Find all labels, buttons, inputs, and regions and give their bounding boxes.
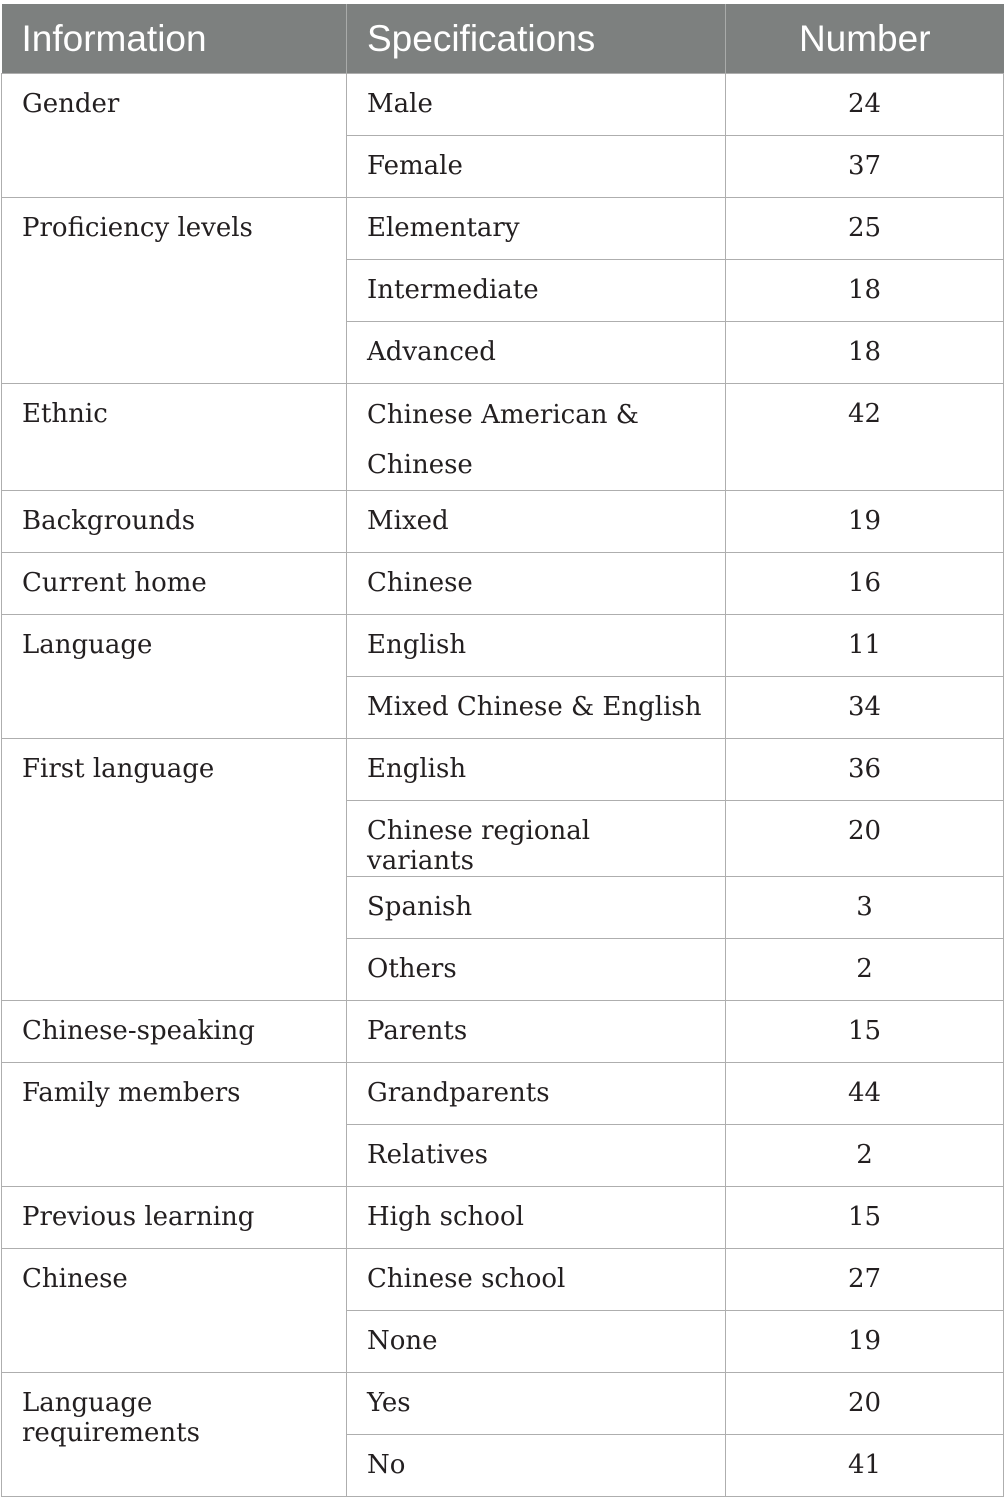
- table-row: [2, 74, 1004, 136]
- specification-cell: English: [347, 739, 726, 801]
- number-cell: 19: [726, 1311, 1004, 1373]
- table-row: [2, 615, 1004, 677]
- information-cell: Ethnic: [2, 384, 347, 491]
- table-row: [2, 198, 1004, 260]
- table-header: [2, 4, 1004, 74]
- demographics-table: [1, 4, 1004, 1497]
- number-cell: 24: [726, 74, 1004, 136]
- number-cell: 27: [726, 1249, 1004, 1311]
- table-row: [2, 1001, 1004, 1063]
- specification-cell: Mixed: [347, 491, 726, 553]
- header-information: Information: [2, 4, 347, 74]
- number-cell: 2: [726, 939, 1004, 1001]
- information-cell: Previous learning: [2, 1187, 347, 1249]
- information-cell: Chinese-speaking: [2, 1001, 347, 1063]
- specification-cell: Parents: [347, 1001, 726, 1063]
- information-cell: Gender: [2, 74, 347, 198]
- header-specifications: Specifications: [347, 4, 726, 74]
- number-cell: 34: [726, 677, 1004, 739]
- number-cell: 20: [726, 801, 1004, 877]
- information-cell: Family members: [2, 1063, 347, 1187]
- number-cell: 37: [726, 136, 1004, 198]
- specification-cell: Chinese American & Chinese: [347, 384, 726, 491]
- specification-cell: Mixed Chinese & English: [347, 677, 726, 739]
- number-cell: 41: [726, 1435, 1004, 1497]
- information-cell: Proficiency levels: [2, 198, 347, 384]
- table-row: [2, 553, 1004, 615]
- information-cell: Language: [2, 615, 347, 739]
- specification-cell: Relatives: [347, 1125, 726, 1187]
- header-number: Number: [726, 4, 1004, 74]
- specification-cell: High school: [347, 1187, 726, 1249]
- table-row: [2, 1187, 1004, 1249]
- specification-cell: No: [347, 1435, 726, 1497]
- number-cell: 42: [726, 384, 1004, 491]
- number-cell: 19: [726, 491, 1004, 553]
- number-cell: 2: [726, 1125, 1004, 1187]
- header-row: [2, 4, 1004, 74]
- table-row: [2, 384, 1004, 491]
- number-cell: 3: [726, 877, 1004, 939]
- specification-cell: Intermediate: [347, 260, 726, 322]
- specification-cell: Male: [347, 74, 726, 136]
- specification-cell: Yes: [347, 1373, 726, 1435]
- number-cell: 16: [726, 553, 1004, 615]
- table-row: [2, 491, 1004, 553]
- table-row: [2, 1373, 1004, 1435]
- information-cell: Backgrounds: [2, 491, 347, 553]
- specification-cell: Chinese: [347, 553, 726, 615]
- specification-cell: Advanced: [347, 322, 726, 384]
- specification-cell: None: [347, 1311, 726, 1373]
- number-cell: 11: [726, 615, 1004, 677]
- specification-cell: Grandparents: [347, 1063, 726, 1125]
- table-row: [2, 1063, 1004, 1125]
- number-cell: 36: [726, 739, 1004, 801]
- number-cell: 18: [726, 260, 1004, 322]
- specification-cell: Female: [347, 136, 726, 198]
- number-cell: 25: [726, 198, 1004, 260]
- information-cell: Current home: [2, 553, 347, 615]
- information-cell: First language: [2, 739, 347, 1001]
- specification-cell: Spanish: [347, 877, 726, 939]
- number-cell: 15: [726, 1001, 1004, 1063]
- specification-cell: English: [347, 615, 726, 677]
- information-cell: Language requirements: [2, 1373, 347, 1497]
- table-row: [2, 739, 1004, 801]
- table-body: [2, 74, 1004, 1497]
- specification-cell: Others: [347, 939, 726, 1001]
- table-row: [2, 1249, 1004, 1311]
- specification-cell: Elementary: [347, 198, 726, 260]
- number-cell: 18: [726, 322, 1004, 384]
- specification-cell: Chinese regional variants: [347, 801, 726, 877]
- specification-cell: Chinese school: [347, 1249, 726, 1311]
- number-cell: 15: [726, 1187, 1004, 1249]
- number-cell: 44: [726, 1063, 1004, 1125]
- information-cell: Chinese: [2, 1249, 347, 1373]
- number-cell: 20: [726, 1373, 1004, 1435]
